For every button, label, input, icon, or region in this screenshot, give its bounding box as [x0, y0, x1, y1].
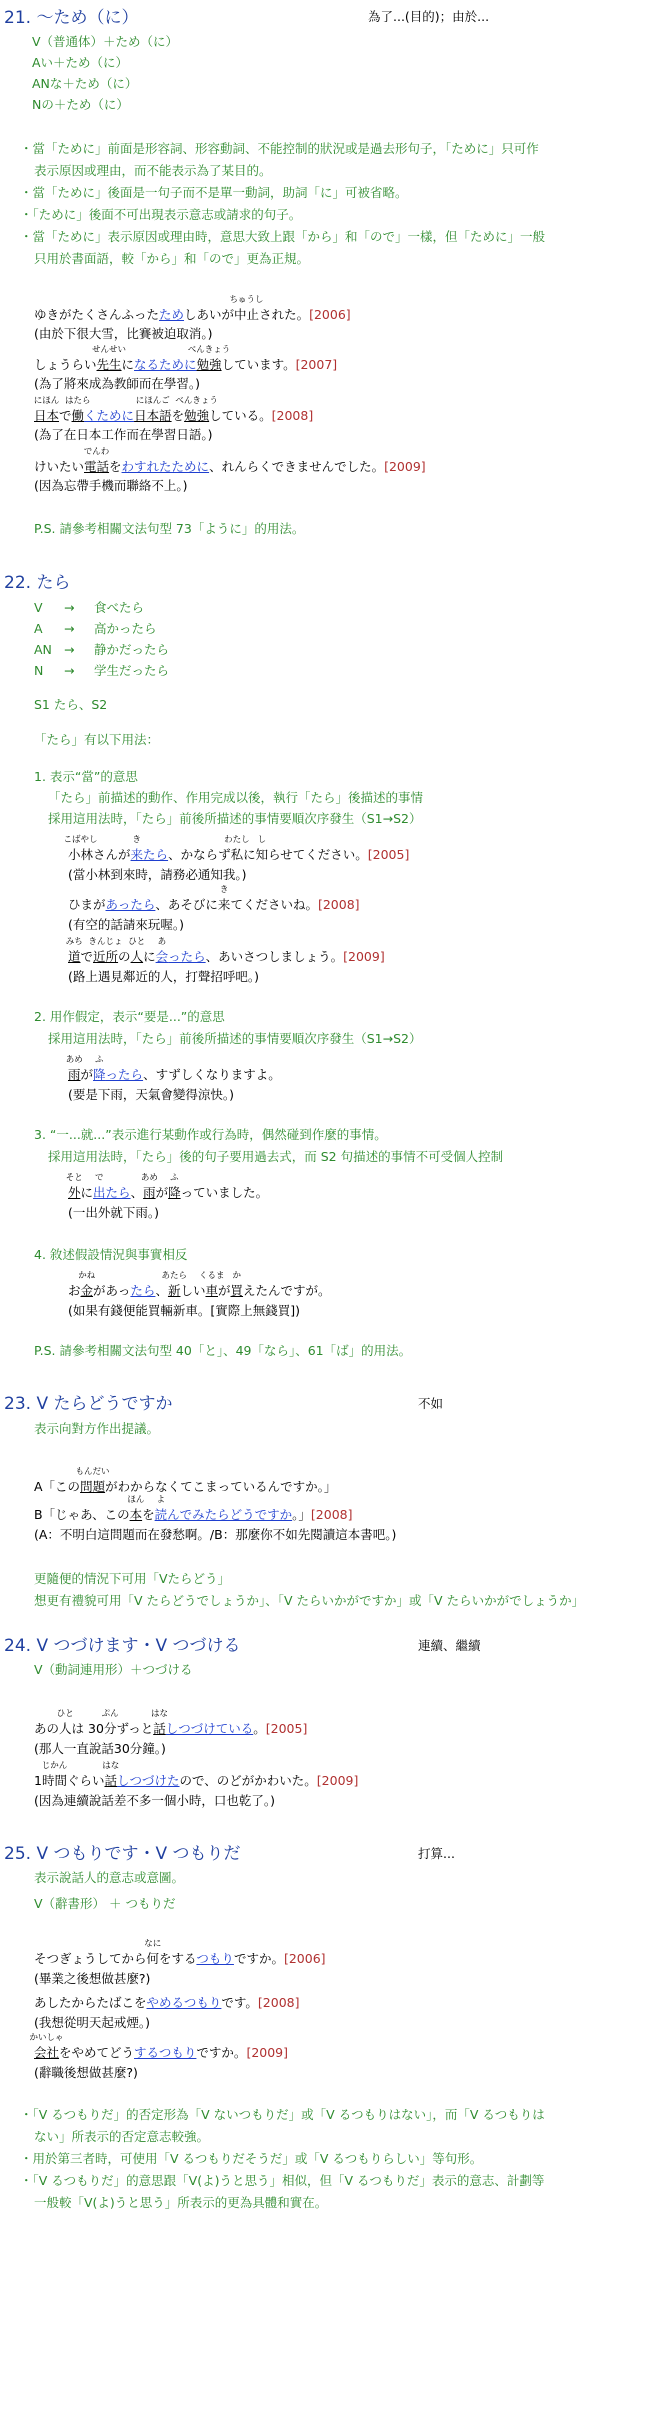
translation: (有空的話請來玩喔。) [68, 917, 185, 932]
form-line: Nの＋ため（に） [32, 97, 129, 112]
translation: (我想從明天起戒煙。) [34, 2015, 151, 2030]
note-line: ・「ために」後面不可出現表示意志或請求的句子。 [20, 207, 302, 222]
usage-title: 1. 表示“當”的意思 [34, 769, 138, 784]
example-sentence: 会社 かいしゃ をやめてどうするつもりですか。[2009] [29, 2033, 289, 2060]
example-sentence: そつぎょうしてから何 なに をするつもりですか。[2006] [34, 1939, 326, 1966]
section-desc: 表示向對方作出提議。 [34, 1421, 160, 1436]
translation: (那人一直說話30分鐘。) [34, 1741, 166, 1756]
example-sentence: 小林 こばやし さんが来 き たら、かならず私 わたし に知 し らせてください。[2005] [63, 835, 410, 862]
conjugation-row: N → 学生だったら [34, 663, 170, 678]
usage-desc: 採用這用法時，「たら」後的句子要用過去式，而 S2 句描述的事情不可受個人控制 [48, 1149, 504, 1164]
note-line: 一般較「V(よ)うと思う」所表示的更為具體和實在。 [34, 2195, 328, 2210]
pattern: S1 たら、S2 [34, 697, 108, 712]
section-21-meaning: 為了...(目的)；由於... [368, 9, 490, 24]
form-line: V（動詞連用形）＋つづける [34, 1662, 193, 1677]
example-sentence: あの人 ひと は 30分 ぷん ずっと話 はな しつづけている。[2005] [34, 1709, 308, 1736]
example-sentence: しょうらい先生 せんせい になるために勉強 べんきょう しています。[2007] [34, 345, 338, 372]
section-25-heading: 25. V つもりです・V つもりだ [4, 1844, 241, 1864]
conjugation-row: AN → 静かだったら [34, 642, 170, 657]
section-desc: 表示說話人的意志或意圖。 [34, 1870, 185, 1885]
usage-desc: 「たら」前描述的動作、作用完成以後，執行「たら」後描述的事情 [48, 790, 424, 805]
example-sentence: ひまがあったら、あそびに来 き てくださいね。[2008] [68, 885, 360, 912]
usage-title: 3. “一...就...”表示進行某動作或行為時，偶然碰到作麼的事情。 [34, 1127, 387, 1142]
usage-intro: 「たら」有以下用法： [34, 732, 160, 747]
note-line: 表示原因或理由，而不能表示為了某目的。 [34, 163, 272, 178]
translation: (為了將來成為教師而在學習。) [34, 376, 201, 391]
example-sentence: 道 みち で近所 きんじょ の人 ひと に会 あ ったら、あいさつしましょう。[2009] [65, 937, 385, 964]
usage-desc: 採用這用法時，「たら」前後所描述的事情要順次序發生（S1→S2） [48, 1031, 422, 1046]
example-sentence: A「この問題 もんだい がわからなくてこまっているんですか。」 [34, 1467, 337, 1494]
note-line: ・「V るつもりだ」的否定形為「V ないつもりだ」或「V るつもりはない」，而「V るつもりは [20, 2107, 545, 2122]
form-line: Aい＋ため（に） [32, 55, 129, 70]
translation: (因為忘帶手機而聯絡不上。) [34, 478, 188, 493]
section-24-meaning: 連續、繼續 [418, 1638, 481, 1653]
form-line: ANな＋ため（に） [32, 76, 138, 91]
translation: (畢業之後想做甚麼?) [34, 1971, 151, 1986]
example-sentence: お金 かね があったら、新 あたら しい車 くるま が買 か えたんですが。 [68, 1271, 331, 1298]
translation: (要是下雨，天氣會變得涼快。) [68, 1087, 235, 1102]
translation: (辭職後想做甚麼?) [34, 2065, 138, 2080]
usage-desc: 採用這用法時，「たら」前後所描述的事情要順次序發生（S1→S2） [48, 811, 422, 826]
example-sentence: けいたい電話 でんわ をわすれたために、れんらくできませんでした。[2009] [34, 447, 426, 474]
section-24-heading: 24. V つづけます・V つづける [4, 1636, 241, 1656]
example-sentence: 日本 にほん で働 はたら くために日本語 にほんご を勉強 べんきょう している。[2008] [33, 396, 314, 423]
translation: (因為連續說話差不多一個小時，口也乾了。) [34, 1793, 276, 1808]
note-line: ・當「ために」表示原因或理由時，意思大致上跟「から」和「ので」一樣，但「ために」一般 [20, 229, 546, 244]
example-sentence: 1時間 じかん ぐらい話 はな しつづけたので、のどがかわいた。[2009] [34, 1761, 359, 1788]
ps-note: P.S. 請參考相關文法句型 73「ように」的用法。 [34, 521, 305, 536]
section-23-meaning: 不如 [418, 1396, 444, 1411]
note-line: ない」所表示的否定意志較強。 [34, 2129, 210, 2144]
section-23-heading: 23. V たらどうですか [4, 1394, 173, 1414]
form-line: V（辭書形） ＋ つもりだ [34, 1896, 176, 1911]
example-sentence: 外 そと に出 で たら、雨 あめ が降 ふ っていました。 [65, 1173, 269, 1200]
translation: (由於下很大雪，比賽被迫取消。) [34, 326, 213, 341]
translation: (如果有錢便能買輛新車。[實際上無錢買]) [68, 1303, 301, 1318]
section-21-heading: 21. ～ため（に） [4, 8, 139, 28]
note-line: 只用於書面語，較「から」和「ので」更為正規。 [34, 251, 310, 266]
form-line: V（普通体）＋ため（に） [32, 34, 179, 49]
example-sentence: B「じゃあ、この本 ほん を読 よ んでみたらどうですか。」[2008] [34, 1495, 353, 1522]
translation: (為了在日本工作而在學習日語。) [34, 427, 213, 442]
note-line: ・當「ために」後面是一句子而不是單一動詞，助詞「に」可被省略。 [20, 185, 408, 200]
conjugation-row: A → 高かったら [34, 621, 157, 636]
usage-title: 2. 用作假定，表示“要是...”的意思 [34, 1009, 225, 1024]
example-sentence: あしたからたばこをやめるつもりです。[2008] [34, 1995, 300, 2010]
section-25-meaning: 打算... [418, 1846, 455, 1861]
ps-note: P.S. 請參考相關文法句型 40「と」、49「なら」、61「ば」的用法。 [34, 1343, 412, 1358]
conjugation-row: V → 食べたら [34, 600, 145, 615]
note-line: ・「V るつもりだ」的意思跟「V(よ)うと思う」相似，但「V るつもりだ」表示的意志、計劃等 [20, 2173, 545, 2188]
note-line: 更隨便的情況下可用「Vたらどう」 [34, 1571, 231, 1586]
note-line: 想更有禮貌可用「V たらどうでしょうか」、「V たらいかがですか」或「V たらいかがでしょうか」 [34, 1593, 585, 1608]
translation: (A：不明白這問題而在發愁啊。/B：那麼你不如先閱讀這本書吧。) [34, 1527, 397, 1542]
example-sentence: ゆきがたくさんふったためしあいが中止 ちゅうし された。[2006] [34, 295, 351, 322]
example-sentence: 雨 あめ が降 ふ ったら、すずしくなりますよ。 [65, 1055, 281, 1082]
translation: (一出外就下雨。) [68, 1205, 160, 1220]
section-22-heading: 22. たら [4, 573, 71, 593]
usage-title: 4. 敘述假設情況與事實相反 [34, 1247, 188, 1262]
note-line: ・用於第三者時，可使用「V るつもりだそうだ」或「V るつもりらしい」等句形。 [20, 2151, 483, 2166]
note-line: ・當「ために」前面是形容詞、形容動詞、不能控制的狀況或是過去形句子，「ために」只可作 [20, 141, 539, 156]
translation: (路上遇見鄰近的人，打聲招呼吧。) [68, 969, 260, 984]
translation: (當小林到來時，請務必通知我。) [68, 867, 247, 882]
